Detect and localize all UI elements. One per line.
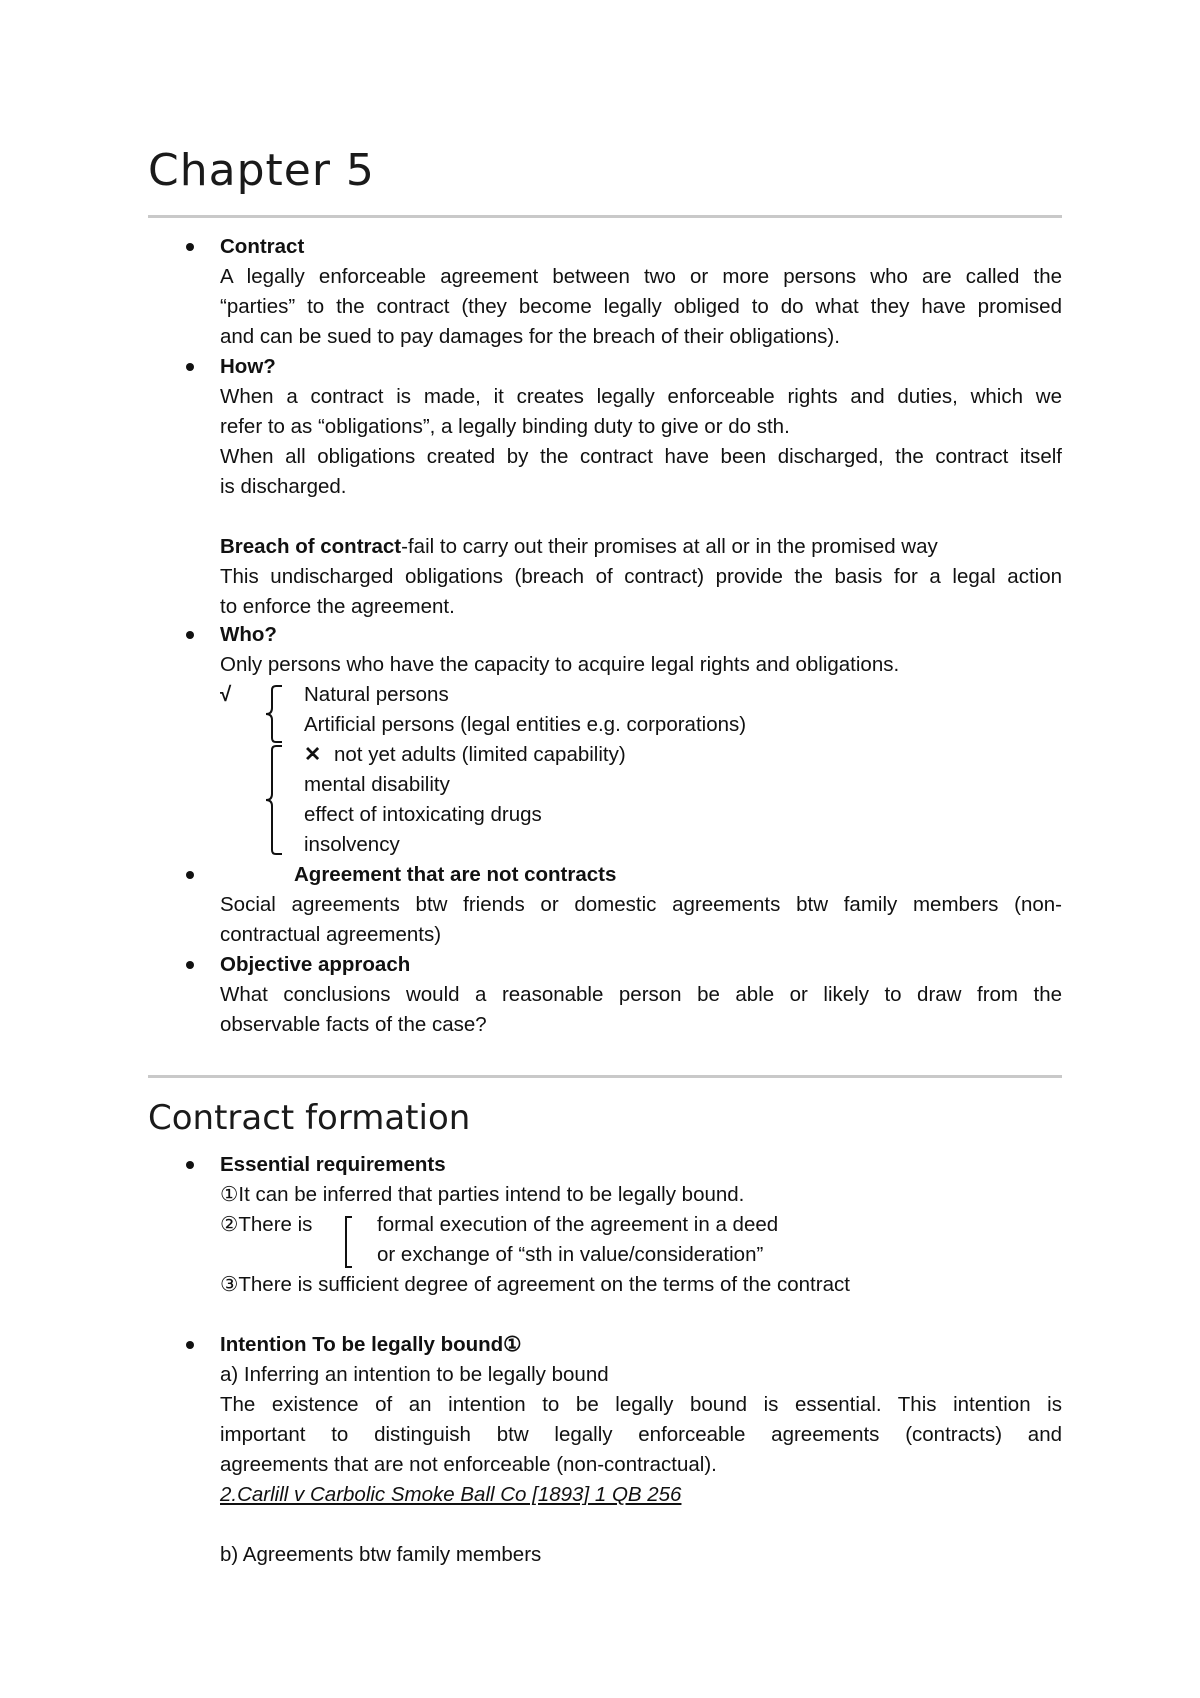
capable-item: Artificial persons (legal entities e.g. corporations)	[304, 713, 747, 736]
not-contracts-heading: Agreement that are not contracts	[294, 863, 617, 886]
intention-subheading-b: b) Agreements btw family members	[220, 1543, 542, 1566]
contract-definition-line: and can be sued to pay damages for the breach of their obligations).	[220, 325, 840, 348]
case-citation-link[interactable]: 2.Carlill v Carbolic Smoke Ball Co [1893] 1 QB 256	[220, 1483, 682, 1506]
how-heading: How?	[220, 355, 276, 378]
objective-line: What conclusions would a reasonable person be able or likely to draw from the	[220, 983, 1062, 1006]
capable-brace-icon	[258, 684, 288, 744]
bullet-icon	[186, 871, 194, 879]
section-divider	[148, 1075, 1062, 1078]
who-intro: Only persons who have the capacity to acquire legal rights and obligations.	[220, 653, 900, 676]
incapable-item: mental disability	[304, 773, 450, 796]
how-text-line: When a contract is made, it creates legally enforceable rights and duties, which we	[220, 385, 1062, 408]
bullet-icon	[186, 363, 194, 371]
breach-definition	[220, 532, 1062, 562]
intention-text-line: The existence of an intention to be legally bound is essential. This intention is	[220, 1393, 1062, 1416]
objective-line: observable facts of the case?	[220, 1013, 487, 1036]
bullet-icon	[186, 631, 194, 639]
incapable-item: insolvency	[304, 833, 400, 856]
requirement-1: ①It can be inferred that parties intend to be legally bound.	[220, 1183, 745, 1206]
incapable-item: not yet adults (limited capability)	[334, 743, 626, 766]
contract-definition-line: “parties” to the contract (they become legally obliged to do what they have promised	[220, 295, 1062, 318]
requirement-bracket-icon	[336, 1214, 358, 1270]
how-text-line: refer to as “obligations”, a legally binding duty to give or do sth.	[220, 415, 790, 438]
requirement-2-option: or exchange of “sth in value/consideration”	[377, 1243, 764, 1266]
breach-text-line: This undischarged obligations (breach of contract) provide the basis for a legal action	[220, 565, 1062, 588]
incapable-brace-icon	[258, 744, 288, 856]
requirement-3: ③There is sufficient degree of agreement on the terms of the contract	[220, 1273, 850, 1296]
cross-icon: ✕	[304, 743, 322, 766]
capable-item: Natural persons	[304, 683, 449, 706]
intention-text-line: important to distinguish btw legally enforceable agreements (contracts) and	[220, 1423, 1062, 1446]
intention-heading: Intention To be legally bound①	[220, 1333, 522, 1356]
title-divider	[148, 215, 1062, 218]
breach-text-line: to enforce the agreement.	[220, 595, 455, 618]
who-heading: Who?	[220, 623, 277, 646]
incapable-item: effect of intoxicating drugs	[304, 803, 542, 826]
how-text-line: When all obligations created by the contract have been discharged, the contract itself	[220, 445, 1062, 468]
intention-text-line: agreements that are not enforceable (non-contractual).	[220, 1453, 717, 1476]
requirement-2-option: formal execution of the agreement in a deed	[377, 1213, 779, 1236]
not-contracts-line: contractual agreements)	[220, 923, 442, 946]
chapter-title: Chapter 5	[148, 145, 375, 196]
bullet-icon	[186, 1341, 194, 1349]
essential-heading: Essential requirements	[220, 1153, 446, 1176]
breach-term: Breach of contract	[220, 535, 402, 558]
contract-definition-line: A legally enforceable agreement between two or more persons who are called the	[220, 265, 1062, 288]
section-title: Contract formation	[148, 1098, 471, 1138]
requirement-2-lead: ②There is	[220, 1213, 313, 1236]
bullet-icon	[186, 1161, 194, 1169]
check-icon: √	[220, 683, 232, 706]
bullet-icon	[186, 961, 194, 969]
objective-heading: Objective approach	[220, 953, 411, 976]
contract-heading: Contract	[220, 235, 305, 258]
breach-description: -fail to carry out their promises at all or in the promised way	[401, 535, 938, 558]
not-contracts-line: Social agreements btw friends or domestic agreements btw family members (non-	[220, 893, 1062, 916]
bullet-icon	[186, 243, 194, 251]
intention-subheading-a: a) Inferring an intention to be legally bound	[220, 1363, 609, 1386]
how-text-line: is discharged.	[220, 475, 347, 498]
